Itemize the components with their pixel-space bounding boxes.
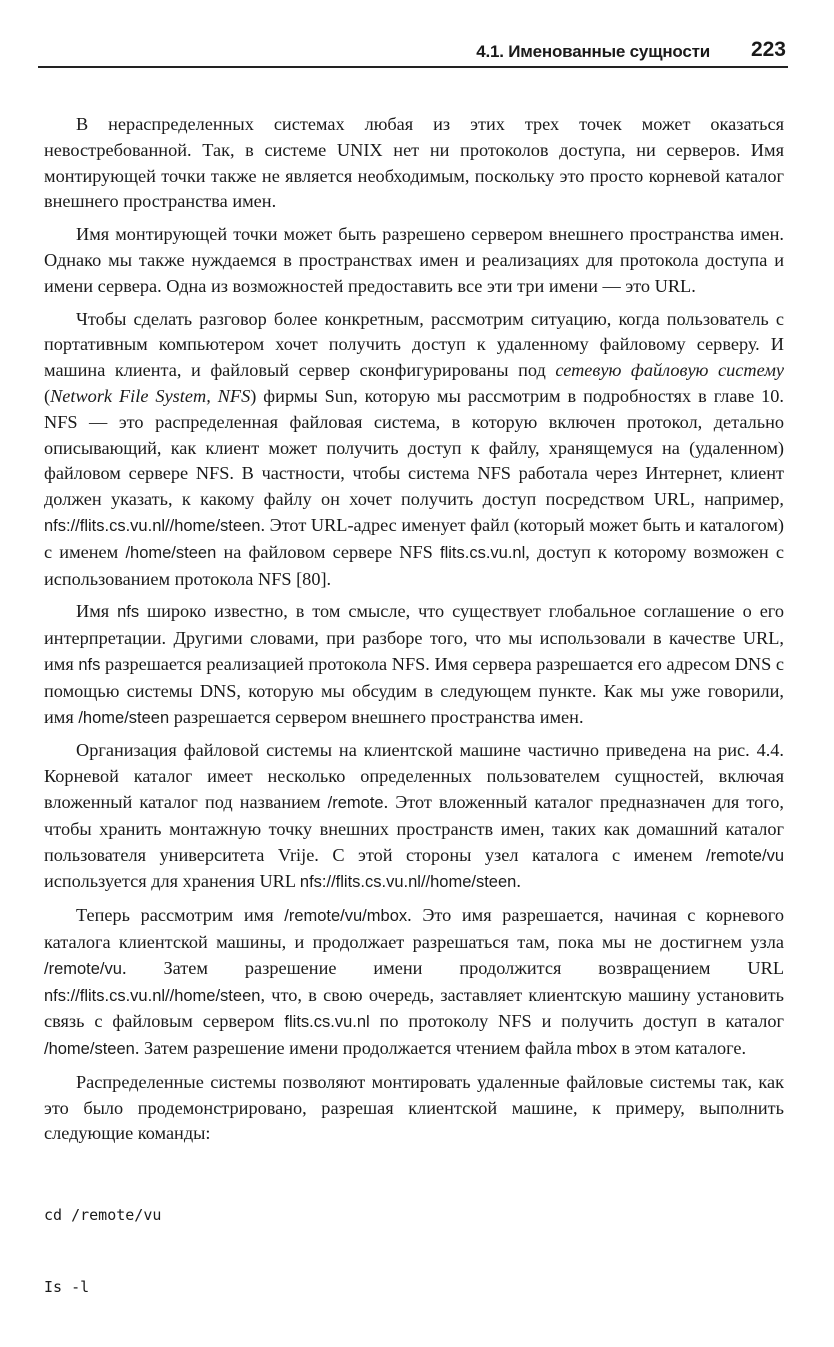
paragraph [44,112,784,215]
paragraph [44,903,784,1063]
text-run: . Затем разрешение имени продолжится возвращением URL [121,957,784,978]
paragraph [44,599,784,731]
code-term: /remote/vu [706,846,784,865]
text-run: В нераспределенных системах любая из этих трех точек может оказаться невостребованной. Так, в системе UNIX нет ни протоколов доступа, ни серверов. Имя монтирующей точки также не является необходимым, поскольку это просто корневой каталог внешнего пространства имен. [44,114,784,212]
text-run: ( [44,385,51,406]
paragraph [44,738,784,896]
text-run: разрешается сервером внешнего пространства имен. [169,706,584,727]
text-run: . [516,871,521,892]
text-run: ) фирмы Sun, которую мы рассмотрим в подробностях в главе 10. NFS — это распределенная файловая система, в которую включен протокол, детально описывающий, как клиент может получить доступ к файлу, хранящемуся на (удаленном) файловом сервере NFS. В частности, чтобы система NFS работала через Интернет, клиент должен указать, к какому файлу он хочет получить доступ посредством URL, например, [44,385,785,510]
text-run: широко известно, в том смысле, что существует глобальное соглашение о его интерпретации. Другими словами, при разборе того, что мы использовали в качестве URL, имя [44,601,784,674]
text-run: Чтобы сделать разговор более конкретным, рассмотрим ситуацию, когда пользователь с портативным компьютером хочет получить доступ к удаленному файловому серверу. И машина клиента, и файловый сервер сконфигурированы под [44,308,784,381]
text-run: . Этот вложенный каталог предназначен для того, чтобы хранить монтажную точку внешних пространств имен, таких как домашний каталог пользователя университета Vrije. С этой стороны узел каталога с именем [44,791,784,865]
code-term: /home/steen [125,543,217,562]
code-term: /home/steen [44,1040,135,1059]
text-run: в этом каталоге. [616,1038,747,1059]
page-number: 223 [750,38,786,61]
italic-term: Network File System, NFS [50,385,251,406]
code-term: nfs://flits.cs.vu.nl//home/steen [44,516,261,535]
code-term: nfs://flits.cs.vu.nl//home/steen [44,986,261,1005]
text-run: . Затем разрешение имени продолжается чтением файла [134,1038,577,1059]
text-run: Организация файловой системы на клиентской машине частично приведена на рис. 4.4. Корневой каталог имеет несколько определенных пользователем сущностей, включая вложенный каталог под названием [44,740,784,812]
text-run: разрешается реализацией протокола NFS. Имя сервера разрешается его адресом DNS с помощью системы DNS, которую мы обсудим в следующем пункте. Как мы уже говорили, имя [44,653,784,727]
text-run: , что, в свою очередь, заставляет клиентскую машину установить связь с файловым сервером [44,984,784,1032]
paragraph [44,1070,784,1147]
code-term: nfs://flits.cs.vu.nl//home/steen [299,873,517,892]
text-run: используется для хранения URL [44,871,300,892]
italic-term: сетевую файловую систему [555,360,785,381]
text-run: Имя монтирующей точки может быть разрешено сервером внешнего пространства имен. Однако мы также нуждаемся в пространствах имен и реализациях для протокола доступа и имени сервера. Одна из возможностей предоставить все эти три имени — это URL. [44,224,784,296]
code-term: flits.cs.vu.nl [440,543,526,562]
text-run: . Этот URL-адрес именует файл (который может быть и каталогом) с именем [44,514,784,562]
text-run: Теперь рассмотрим имя [76,905,285,926]
text-run: по протоколу NFS и получить доступ в каталог [369,1011,784,1032]
running-header [38,38,788,68]
code-term: /remote/vu [44,959,122,978]
code-block [44,1155,784,1347]
code-term: nfs [117,603,140,622]
code-term: /remote [327,793,384,812]
text-run: , доступ к которому возможен с использованием протокола NFS [80]. [44,541,785,589]
code-term: flits.cs.vu.nl [284,1013,370,1032]
text-run: . Это имя разрешается, начиная с корневого каталога клиентской машины, и продолжает разрешаться там, пока мы не достигнем узла [44,905,784,952]
text-run: Распределенные системы позволяют монтировать удаленные файловые системы так, как это было продемонстрировано, разрешая клиентской машине, к примеру, выполнить следующие команды: [44,1071,784,1144]
code-line: Is -l [44,1278,90,1297]
code-term: mbox [576,1040,617,1059]
text-run: Имя [76,601,118,622]
paragraph [44,222,784,299]
code-term: nfs [78,655,101,674]
code-line: cd /remote/vu [44,1206,162,1225]
section-title: 4.1. Именованные сущности [476,42,710,61]
code-term: /remote/vu/mbox [284,907,408,926]
body-text [44,112,784,1147]
code-term: /home/steen [78,708,170,727]
paragraph [44,307,784,593]
page-body [44,112,784,1347]
text-run: на файловом сервере NFS [216,541,440,562]
